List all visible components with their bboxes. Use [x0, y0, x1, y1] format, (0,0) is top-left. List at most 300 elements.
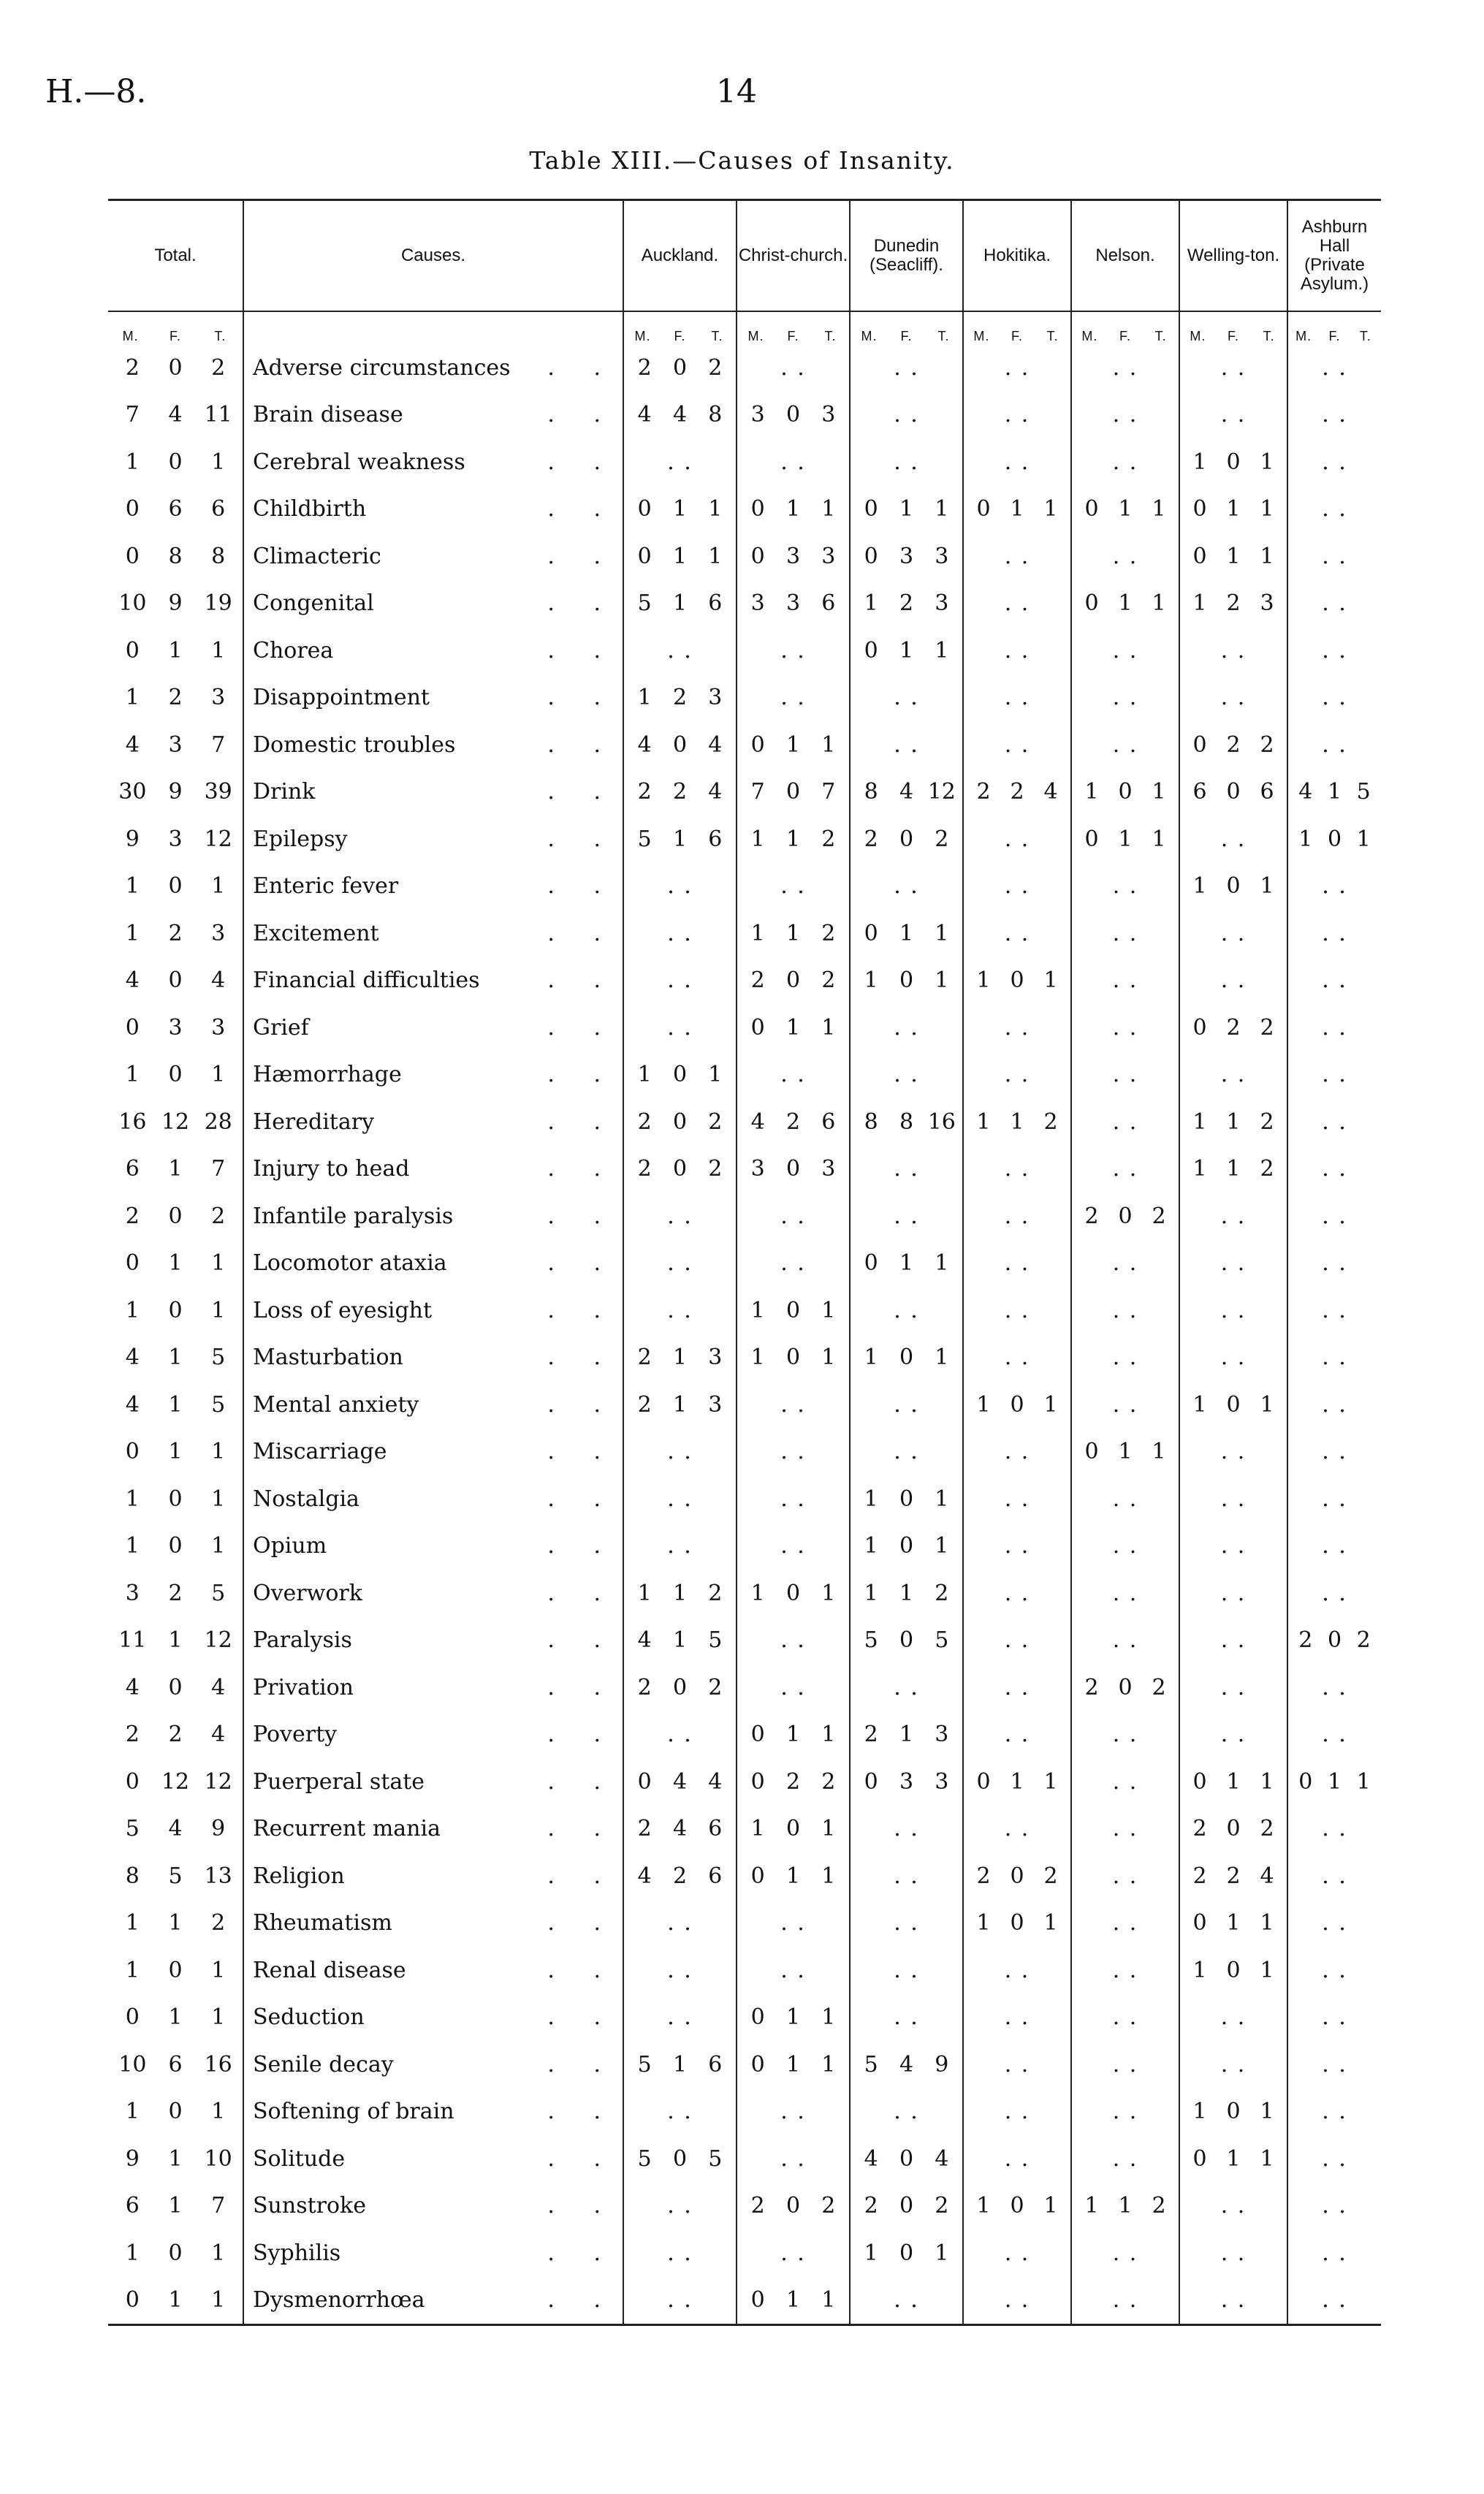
dunedin-values: [851, 2193, 962, 2219]
cause-label: Loss of eyesight: [253, 1297, 433, 1323]
total-cell: [108, 863, 243, 910]
dunedin-t: 1: [935, 1486, 949, 1512]
col-wellington: Welling-ton.: [1179, 200, 1287, 312]
christchurch-empty-dots: . .: [780, 873, 806, 900]
cause-wrap: [253, 779, 623, 805]
wellington-t: 2: [1260, 1816, 1274, 1842]
wellington-f: 0: [1226, 449, 1241, 475]
dunedin-f: 1: [899, 1722, 914, 1748]
total-values: [108, 1958, 243, 1983]
total-t: 1: [211, 2099, 226, 2125]
total-cell: [108, 1758, 243, 1806]
total-m: 4: [125, 967, 140, 994]
leader-dots: . .: [547, 1580, 617, 1606]
christchurch-f: 0: [785, 2193, 801, 2219]
cause-label: Chorea: [253, 637, 334, 664]
auckland-m: 2: [637, 1156, 652, 1182]
christchurch-f: 0: [785, 1297, 801, 1323]
auckland-m: 5: [637, 826, 652, 852]
christchurch-cell: [737, 863, 850, 910]
dunedin-cell: [850, 627, 963, 674]
total-values: [108, 1816, 243, 1841]
auckland-f: 1: [672, 826, 688, 852]
cause-cell: [243, 1806, 623, 1853]
cause-cell: [243, 721, 623, 769]
cause-wrap: [253, 449, 623, 475]
ashburn-empty-dots: . .: [1322, 1439, 1347, 1465]
christchurch-m: 0: [750, 2287, 765, 2314]
cause-wrap: [253, 732, 623, 758]
auckland-cell: [623, 486, 737, 533]
christchurch-cell: [737, 2277, 850, 2325]
nelson-cell: [1071, 1098, 1179, 1146]
hokitika-t: 1: [1043, 1768, 1058, 1795]
auckland-t: 3: [708, 1391, 723, 1418]
dunedin-cell: [850, 674, 963, 722]
christchurch-cell: [737, 910, 850, 957]
christchurch-m: 0: [750, 731, 765, 758]
wellington-cell: [1179, 1852, 1287, 1900]
nelson-t: 1: [1152, 590, 1166, 617]
dunedin-m: 0: [864, 1250, 878, 1277]
ashburn-empty-dots: . .: [1322, 1957, 1347, 1983]
total-f: 1: [168, 1910, 183, 1936]
total-cell: [108, 1806, 243, 1853]
ashburn-cell: [1287, 486, 1381, 533]
leader-dots: . .: [547, 1439, 617, 1465]
total-cell: [108, 2277, 243, 2325]
christchurch-t: 1: [821, 1580, 836, 1606]
auckland-m: 0: [637, 543, 652, 569]
leader-dots: . .: [547, 2051, 617, 2077]
wellington-values: [1180, 779, 1287, 805]
total-t: 4: [211, 1674, 226, 1700]
dunedin-t: 5: [935, 1627, 949, 1654]
auckland-cell: [623, 344, 737, 392]
nelson-cell: [1071, 438, 1179, 486]
ashburn-empty-dots: . .: [1322, 2287, 1347, 2314]
causes-of-insanity-table: [108, 199, 1381, 2326]
dunedin-cell: [850, 1947, 963, 1994]
total-f: 0: [168, 1533, 183, 1559]
total-f: 5: [168, 1863, 183, 1889]
ashburn-empty-dots: . .: [1322, 1109, 1347, 1135]
table-row: [108, 1475, 1381, 1523]
wellington-m: 1: [1192, 1109, 1207, 1135]
col-dunedin: Dunedin (Seacliff).: [850, 200, 963, 312]
total-values: [108, 732, 243, 758]
total-values: [108, 1250, 243, 1276]
ashburn-empty-dots: . .: [1322, 2004, 1347, 2031]
dunedin-t: 3: [935, 1768, 949, 1795]
wellington-m: 2: [1192, 1863, 1207, 1889]
total-m: 16: [118, 1109, 147, 1135]
hokitika-t: 4: [1043, 779, 1058, 805]
hokitika-cell: [963, 957, 1071, 1005]
total-m: 1: [125, 2240, 140, 2266]
table-row: [108, 674, 1381, 722]
wellington-f: 1: [1226, 543, 1241, 569]
total-t: 1: [211, 2004, 226, 2031]
auckland-f: 0: [672, 1674, 688, 1700]
leader-dots: . .: [547, 920, 617, 946]
dunedin-values: [851, 779, 962, 805]
ashburn-empty-dots: . .: [1322, 1391, 1347, 1418]
wellington-cell: [1179, 1429, 1287, 1476]
hokitika-empty-dots: . .: [1004, 1345, 1030, 1371]
dunedin-values: [851, 1486, 962, 1512]
auckland-cell: [623, 1947, 737, 1994]
christchurch-cell: [737, 1475, 850, 1523]
christchurch-empty-dots: . .: [780, 1250, 806, 1277]
ashburn-m: 1: [1298, 826, 1313, 852]
hokitika-empty-dots: . .: [1004, 1674, 1030, 1700]
mft-labels: [108, 329, 243, 344]
dunedin-m: 0: [864, 543, 878, 569]
cause-wrap: [253, 2240, 623, 2266]
ashburn-f: 1: [1327, 1768, 1342, 1795]
cause-cell: [243, 1523, 623, 1570]
dunedin-t: 16: [927, 1109, 956, 1135]
auckland-values: [624, 355, 736, 381]
ashburn-m: 0: [1298, 1768, 1313, 1795]
wellington-f: 0: [1226, 779, 1241, 805]
nelson-cell: [1071, 2135, 1179, 2183]
total-t: 1: [211, 1957, 226, 1983]
wellington-empty-dots: . .: [1220, 1580, 1247, 1606]
dunedin-values: [851, 1250, 962, 1276]
cause-cell: [243, 1475, 623, 1523]
wellington-empty-dots: . .: [1220, 1533, 1247, 1559]
auckland-t: 6: [708, 590, 723, 617]
nelson-cell: [1071, 1287, 1179, 1334]
hokitika-values: [964, 779, 1070, 805]
dunedin-cell: [850, 438, 963, 486]
nelson-cell: [1071, 721, 1179, 769]
dunedin-cell: [850, 1523, 963, 1570]
nelson-cell: [1071, 1240, 1179, 1288]
wellington-m: 1: [1192, 873, 1207, 900]
christchurch-t: 3: [821, 543, 836, 569]
hokitika-cell: [963, 1052, 1071, 1099]
christchurch-t: 6: [821, 590, 836, 617]
ashburn-values: [1288, 1627, 1381, 1653]
nelson-empty-dots: . .: [1112, 1533, 1138, 1559]
auckland-cell: [623, 2277, 737, 2325]
christchurch-cell: [737, 2135, 850, 2183]
ashburn-empty-dots: . .: [1322, 2099, 1347, 2125]
auckland-t: 2: [708, 354, 723, 381]
cause-wrap: [253, 1769, 623, 1795]
ashburn-cell: [1287, 1429, 1381, 1476]
ashburn-t: 1: [1356, 826, 1371, 852]
christchurch-t: 2: [821, 967, 836, 994]
wellington-cell: [1179, 2229, 1287, 2277]
mft-label: T.: [1359, 329, 1371, 343]
wellington-t: 1: [1260, 873, 1274, 900]
total-m: 5: [125, 1816, 140, 1842]
auckland-empty-dots: . .: [667, 1486, 693, 1512]
total-f: 0: [168, 873, 183, 900]
wellington-empty-dots: . .: [1220, 637, 1247, 664]
total-f: 12: [161, 1768, 190, 1795]
cause-cell: [243, 1429, 623, 1476]
ashburn-cell: [1287, 2041, 1381, 2088]
cause-cell: [243, 910, 623, 957]
dunedin-f: 3: [899, 543, 914, 569]
mft-spacer: [243, 311, 623, 344]
total-t: 7: [211, 1156, 226, 1182]
christchurch-cell: [737, 392, 850, 439]
auckland-f: 2: [672, 779, 688, 805]
nelson-cell: [1071, 2088, 1179, 2136]
wellington-cell: [1179, 1570, 1287, 1617]
cause-label: Softening of brain: [253, 2099, 454, 2125]
christchurch-values: [737, 779, 849, 805]
total-cell: [108, 721, 243, 769]
auckland-m: 5: [637, 590, 652, 617]
wellington-m: 0: [1192, 1768, 1207, 1795]
cause-cell: [243, 486, 623, 533]
mft-labels: [1072, 329, 1179, 344]
total-f: 1: [168, 1250, 183, 1277]
christchurch-cell: [737, 1664, 850, 1711]
cause-label: Nostalgia: [253, 1486, 359, 1512]
cause-label: Renal disease: [253, 1957, 406, 1983]
leader-dots: . .: [547, 2004, 617, 2031]
wellington-cell: [1179, 1240, 1287, 1288]
auckland-values: [624, 496, 736, 522]
cause-label: Excitement: [253, 920, 379, 946]
dunedin-f: 3: [899, 1768, 914, 1795]
total-f: 0: [168, 1674, 183, 1700]
total-values: [108, 355, 243, 381]
total-values: [108, 685, 243, 710]
christchurch-cell: [737, 1570, 850, 1617]
hokitika-cell: [963, 1852, 1071, 1900]
total-values: [108, 496, 243, 522]
cause-wrap: [253, 685, 623, 710]
wellington-empty-dots: . .: [1220, 1062, 1247, 1088]
nelson-values: [1072, 826, 1179, 852]
cause-wrap: [253, 873, 623, 899]
total-t: 1: [211, 1533, 226, 1559]
cause-label: Hereditary: [253, 1109, 375, 1135]
dunedin-cell: [850, 1429, 963, 1476]
wellington-cell: [1179, 1806, 1287, 1853]
auckland-cell: [623, 2041, 737, 2088]
ashburn-cell: [1287, 721, 1381, 769]
total-values: [108, 2193, 243, 2219]
christchurch-cell: [737, 1852, 850, 1900]
christchurch-f: 1: [785, 826, 801, 852]
total-values: [108, 1675, 243, 1700]
ashburn-empty-dots: . .: [1322, 1156, 1347, 1182]
ashburn-empty-dots: . .: [1322, 1250, 1347, 1277]
dunedin-cell: [850, 2088, 963, 2136]
christchurch-empty-dots: . .: [780, 685, 806, 711]
wellington-t: 2: [1260, 1156, 1274, 1182]
ashburn-values: [1288, 779, 1381, 805]
total-f: 6: [168, 2051, 183, 2077]
auckland-values: [624, 590, 736, 616]
christchurch-values: [737, 402, 849, 427]
cause-wrap: [253, 1581, 623, 1606]
ashburn-cell: [1287, 1947, 1381, 1994]
total-f: 6: [168, 496, 183, 522]
wellington-empty-dots: . .: [1220, 2240, 1247, 2266]
dunedin-cell: [850, 2229, 963, 2277]
mft-label: T.: [711, 329, 723, 343]
hokitika-empty-dots: . .: [1004, 402, 1030, 428]
total-t: 2: [211, 1910, 226, 1936]
leader-dots: . .: [547, 1627, 617, 1654]
wellington-cell: [1179, 2088, 1287, 2136]
ashburn-empty-dots: . .: [1322, 354, 1347, 381]
auckland-t: 1: [708, 1062, 723, 1088]
cause-cell: [243, 627, 623, 674]
auckland-values: [624, 1109, 736, 1135]
wellington-cell: [1179, 1381, 1287, 1429]
ashburn-empty-dots: . .: [1322, 2240, 1347, 2266]
leader-dots: . .: [547, 2287, 617, 2314]
ashburn-cell: [1287, 533, 1381, 580]
leader-dots: . .: [547, 2193, 617, 2219]
cause-wrap: [253, 921, 623, 946]
auckland-f: 2: [672, 1863, 688, 1889]
hokitika-values: [964, 496, 1070, 522]
nelson-values: [1072, 1204, 1179, 1229]
wellington-f: 0: [1226, 873, 1241, 900]
nelson-cell: [1071, 769, 1179, 816]
cause-label: Epilepsy: [253, 826, 348, 852]
wellington-values: [1180, 1392, 1287, 1418]
christchurch-cell: [737, 816, 850, 863]
ashburn-empty-dots: . .: [1322, 496, 1347, 522]
leader-dots: . .: [547, 543, 617, 569]
wellington-values: [1180, 544, 1287, 569]
wellington-empty-dots: . .: [1220, 2051, 1247, 2077]
auckland-empty-dots: . .: [667, 1014, 693, 1041]
ashburn-cell: [1287, 1004, 1381, 1052]
cause-cell: [243, 1900, 623, 1947]
christchurch-empty-dots: . .: [780, 1062, 806, 1088]
auckland-cell: [623, 1806, 737, 1853]
auckland-empty-dots: . .: [667, 637, 693, 664]
leader-dots: . .: [547, 496, 617, 522]
total-values: [108, 1345, 243, 1370]
wellington-f: 1: [1226, 2145, 1241, 2172]
dunedin-empty-dots: . .: [894, 1439, 919, 1465]
auckland-values: [624, 779, 736, 805]
auckland-values: [624, 2052, 736, 2077]
auckland-empty-dots: . .: [667, 1957, 693, 1983]
total-cell: [108, 2088, 243, 2136]
hokitika-cell: [963, 863, 1071, 910]
dunedin-cell: [850, 1664, 963, 1711]
ashburn-cell: [1287, 674, 1381, 722]
nelson-cell: [1071, 2041, 1179, 2088]
total-f: 9: [168, 779, 183, 805]
christchurch-cell: [737, 2183, 850, 2230]
christchurch-f: 1: [785, 920, 801, 946]
total-m: 0: [125, 1014, 140, 1041]
total-values: [108, 1109, 243, 1135]
wellington-values: [1180, 1015, 1287, 1041]
ashburn-cell: [1287, 1240, 1381, 1288]
christchurch-m: 1: [750, 826, 765, 852]
nelson-f: 0: [1118, 779, 1133, 805]
table-row: [108, 863, 1381, 910]
dunedin-empty-dots: . .: [894, 873, 919, 900]
table-row: [108, 1052, 1381, 1099]
dunedin-cell: [850, 1806, 963, 1853]
wellington-cell: [1179, 1664, 1287, 1711]
cause-wrap: [253, 1722, 623, 1747]
total-values: [108, 1863, 243, 1889]
dunedin-t: 1: [935, 1533, 949, 1559]
dunedin-values: [851, 1769, 962, 1795]
dunedin-t: 2: [935, 826, 949, 852]
christchurch-values: [737, 1581, 849, 1606]
wellington-t: 1: [1260, 1768, 1274, 1795]
total-t: 6: [211, 496, 226, 522]
total-values: [108, 779, 243, 805]
auckland-t: 4: [708, 1768, 723, 1795]
nelson-empty-dots: . .: [1112, 1627, 1138, 1654]
wellington-empty-dots: . .: [1220, 1627, 1247, 1654]
wellington-cell: [1179, 1098, 1287, 1146]
mft-label: F.: [900, 329, 913, 343]
dunedin-t: 2: [935, 1580, 949, 1606]
document-reference: H.—8.: [45, 73, 147, 110]
auckland-cell: [623, 1711, 737, 1759]
hokitika-cell: [963, 816, 1071, 863]
leader-dots: . .: [547, 1250, 617, 1277]
christchurch-t: 1: [821, 1014, 836, 1041]
table-row: [108, 1004, 1381, 1052]
hokitika-empty-dots: . .: [1004, 590, 1030, 617]
hokitika-cell: [963, 769, 1071, 816]
auckland-empty-dots: . .: [667, 2193, 693, 2219]
ashburn-cell: [1287, 2088, 1381, 2136]
mft-label: F.: [1119, 329, 1132, 343]
hokitika-empty-dots: . .: [1004, 873, 1030, 900]
hokitika-empty-dots: . .: [1004, 1439, 1030, 1465]
wellington-values: [1180, 1863, 1287, 1889]
leader-dots: . .: [547, 2099, 617, 2125]
wellington-f: 0: [1226, 1391, 1241, 1418]
hokitika-f: 1: [1010, 496, 1024, 522]
auckland-cell: [623, 1758, 737, 1806]
christchurch-cell: [737, 1429, 850, 1476]
hokitika-empty-dots: . .: [1004, 1722, 1030, 1748]
christchurch-t: 1: [821, 731, 836, 758]
table-row: [108, 1334, 1381, 1382]
total-t: 12: [204, 826, 232, 852]
ashburn-t: 5: [1356, 779, 1371, 805]
dunedin-empty-dots: . .: [894, 1391, 919, 1418]
cause-cell: [243, 863, 623, 910]
hokitika-cell: [963, 1193, 1071, 1240]
total-f: 0: [168, 1062, 183, 1088]
nelson-cell: [1071, 1947, 1179, 1994]
nelson-empty-dots: . .: [1112, 1910, 1138, 1936]
total-t: 1: [211, 637, 226, 664]
table-row: [108, 580, 1381, 628]
auckland-t: 2: [708, 1674, 723, 1700]
total-f: 0: [168, 967, 183, 994]
